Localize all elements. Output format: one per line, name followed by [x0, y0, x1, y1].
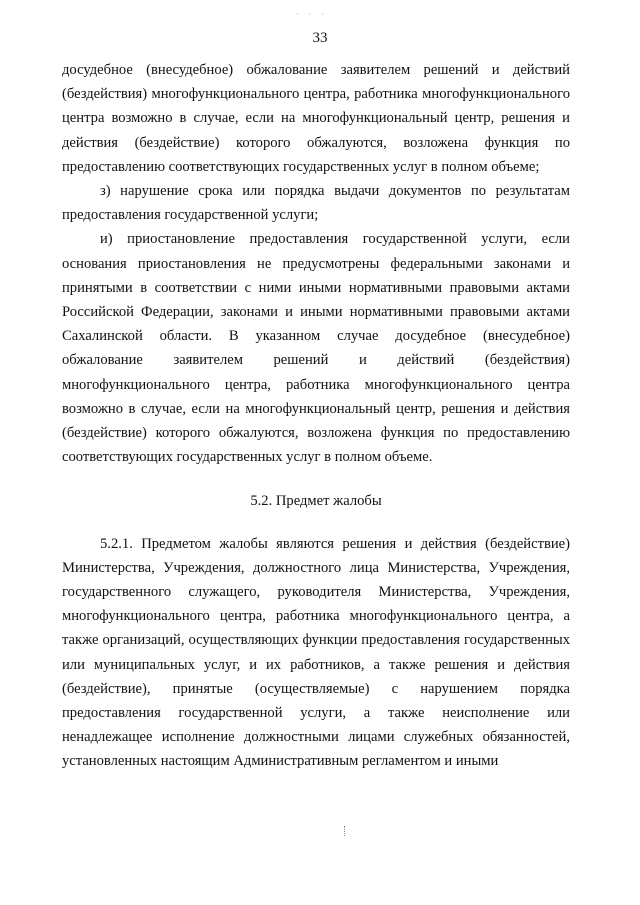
scan-artifact: · · ·	[296, 10, 328, 19]
paragraph-item-i: и) приостановление предоставления государственной услуги, если основания приостановления не предусмотрены федеральными законами и принятыми в соответствии с ними иными нормативными правовыми актами Российской Федерации, законами и иными нормативными правовыми актами Сахалинской области. В указанном случае досудебное (внесудебное) обжалование заявителем решений и действий (бездействия) многофункционального центра, работника многофункционального центра возможно в случае, если на многофункциональный центр, решения и действия (бездействие) которого обжалуются, возложена функция по предоставлению соответствующих государственных услуг в полном объеме.	[62, 231, 570, 466]
document-body	[62, 58, 570, 774]
paragraph-continuation: досудебное (внесудебное) обжалование заявителем решений и действий (бездействия) многофункционального центра, работника многофункционального центра возможно в случае, если на многофункциональный центр, решения и действия (бездействие) которого обжалуются, возложена функция по предоставлению соответствующих государственных услуг в полном объеме;	[62, 62, 570, 175]
paragraph-item-z: з) нарушение срока или порядка выдачи документов по результатам предоставления государственной услуги;	[62, 183, 570, 224]
section-heading: 5.2. Предмет жалобы	[250, 493, 382, 510]
paragraph-5-2-1: 5.2.1. Предметом жалобы являются решения и действия (бездействие) Министерства, Учреждения, должностного лица Министерства, Учреждения, государственного служащего, руководителя Министерства, Учреждения, многофункционального центра, работника многофункционального центра, а также организаций, осуществляющих функции предоставления государственных или муниципальных услуг, и их работников, а также решения и действия (бездействие), принятые (осуществляемые) с нарушением порядка предоставления государственной услуги, а также неисполнение или ненадлежащее исполнение должностными лицами служебных обязанностей, установленных настоящим Административным регламентом и иными	[62, 535, 570, 770]
scan-mark	[344, 826, 346, 836]
page-number: 33	[312, 30, 328, 46]
